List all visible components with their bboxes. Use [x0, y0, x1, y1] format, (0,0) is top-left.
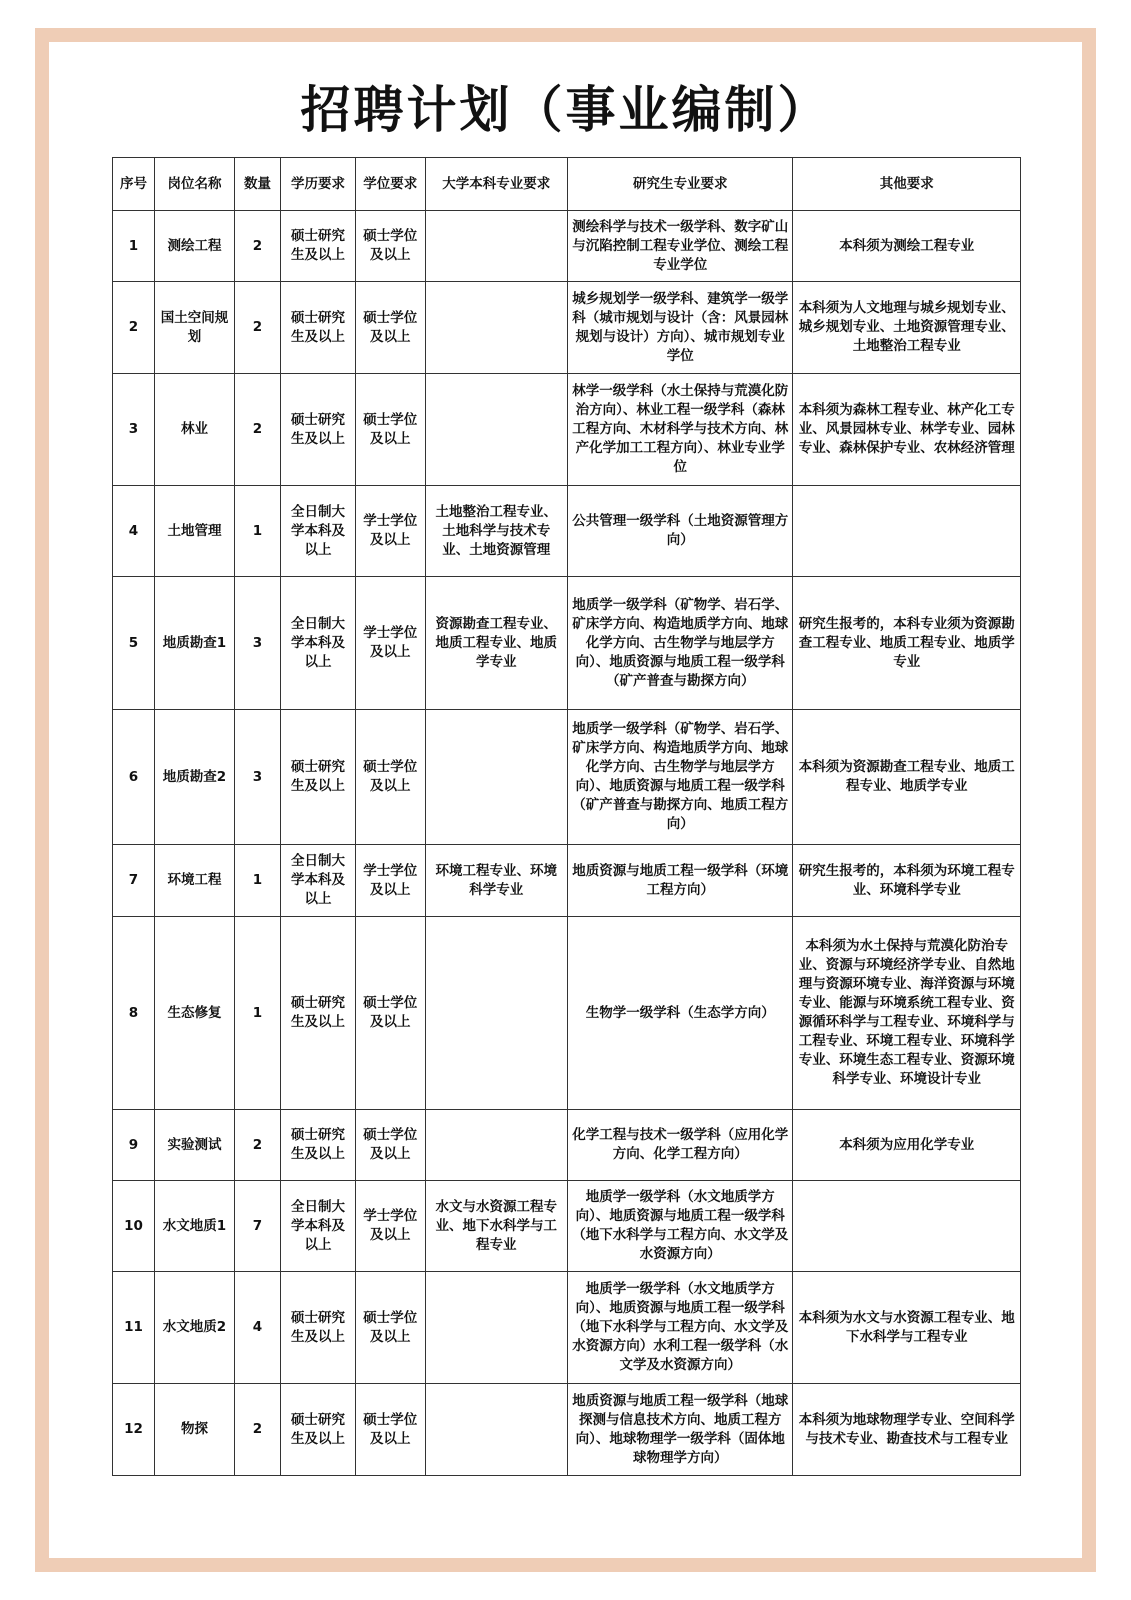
other-requirement: 本科须为测绘工程专业 — [793, 211, 1021, 282]
row-number: 11 — [113, 1272, 155, 1384]
post-name: 水文地质2 — [155, 1272, 235, 1384]
header-cell: 岗位名称 — [155, 158, 235, 211]
degree-requirement: 硕士学位及以上 — [355, 917, 425, 1110]
page-title: 招聘计划（事业编制） — [300, 81, 831, 139]
post-count: 3 — [234, 710, 280, 845]
post-count: 2 — [234, 1384, 280, 1476]
graduate-major-requirement: 地质学一级学科（水文地质学方向）、地质资源与地质工程一级学科（地下水科学与工程方向、水文学及水资源方向）水利工程一级学科（水文学及水资源方向） — [567, 1272, 792, 1384]
post-count: 2 — [234, 374, 280, 486]
undergrad-major-requirement — [425, 1272, 567, 1384]
education-requirement: 硕士研究生及以上 — [281, 1272, 356, 1384]
undergrad-major-requirement: 土地整治工程专业、土地科学与技术专业、土地资源管理 — [425, 486, 567, 577]
table-row — [113, 577, 1021, 710]
education-requirement: 全日制大学本科及以上 — [281, 1181, 356, 1272]
row-number: 6 — [113, 710, 155, 845]
degree-requirement: 学士学位及以上 — [355, 577, 425, 710]
education-requirement: 硕士研究生及以上 — [281, 710, 356, 845]
degree-requirement: 学士学位及以上 — [355, 1181, 425, 1272]
post-count: 1 — [234, 845, 280, 917]
table-row — [113, 374, 1021, 486]
post-count: 1 — [234, 486, 280, 577]
table-row — [113, 917, 1021, 1110]
degree-requirement: 硕士学位及以上 — [355, 211, 425, 282]
other-requirement: 本科须为应用化学专业 — [793, 1110, 1021, 1181]
other-requirement: 本科须为森林工程专业、林产化工专业、风景园林专业、林学专业、园林专业、森林保护专业、农林经济管理 — [793, 374, 1021, 486]
graduate-major-requirement: 化学工程与技术一级学科（应用化学方向、化学工程方向） — [567, 1110, 792, 1181]
education-requirement: 硕士研究生及以上 — [281, 282, 356, 374]
undergrad-major-requirement — [425, 374, 567, 486]
row-number: 4 — [113, 486, 155, 577]
education-requirement: 硕士研究生及以上 — [281, 1110, 356, 1181]
table-row — [113, 211, 1021, 282]
header-cell: 学历要求 — [281, 158, 356, 211]
recruitment-table — [112, 157, 1021, 1476]
education-requirement: 硕士研究生及以上 — [281, 211, 356, 282]
post-count: 2 — [234, 282, 280, 374]
post-name: 物探 — [155, 1384, 235, 1476]
post-name: 实验测试 — [155, 1110, 235, 1181]
header-cell: 研究生专业要求 — [567, 158, 792, 211]
education-requirement: 全日制大学本科及以上 — [281, 486, 356, 577]
graduate-major-requirement: 公共管理一级学科（土地资源管理方向） — [567, 486, 792, 577]
table-row — [113, 710, 1021, 845]
row-number: 2 — [113, 282, 155, 374]
header-cell: 序号 — [113, 158, 155, 211]
post-name: 地质勘查2 — [155, 710, 235, 845]
post-name: 地质勘查1 — [155, 577, 235, 710]
undergrad-major-requirement — [425, 710, 567, 845]
graduate-major-requirement: 林学一级学科（水土保持与荒漠化防治方向）、林业工程一级学科（森林工程方向、木材科学与技术方向、林产化学加工工程方向）、林业专业学位 — [567, 374, 792, 486]
undergrad-major-requirement — [425, 211, 567, 282]
other-requirement — [793, 486, 1021, 577]
row-number: 3 — [113, 374, 155, 486]
education-requirement: 硕士研究生及以上 — [281, 1384, 356, 1476]
other-requirement: 本科须为水文与水资源工程专业、地下水科学与工程专业 — [793, 1272, 1021, 1384]
table-row — [113, 1384, 1021, 1476]
degree-requirement: 硕士学位及以上 — [355, 1110, 425, 1181]
education-requirement: 硕士研究生及以上 — [281, 374, 356, 486]
education-requirement: 全日制大学本科及以上 — [281, 845, 356, 917]
undergrad-major-requirement — [425, 1384, 567, 1476]
post-count: 7 — [234, 1181, 280, 1272]
table-header-row — [113, 158, 1021, 211]
education-requirement: 硕士研究生及以上 — [281, 917, 356, 1110]
table-row — [113, 1110, 1021, 1181]
other-requirement: 本科须为水土保持与荒漠化防治专业、资源与环境经济学专业、自然地理与资源环境专业、海洋资源与环境专业、能源与环境系统工程专业、资源循环科学与工程专业、环境科学与工程专业、环境工程专业、环境科学专业、环境生态工程专业、资源环境科学专业、环境设计专业 — [793, 917, 1021, 1110]
degree-requirement: 硕士学位及以上 — [355, 1384, 425, 1476]
post-count: 2 — [234, 211, 280, 282]
row-number: 10 — [113, 1181, 155, 1272]
row-number: 5 — [113, 577, 155, 710]
other-requirement: 研究生报考的，本科专业须为资源勘查工程专业、地质工程专业、地质学专业 — [793, 577, 1021, 710]
header-cell: 数量 — [234, 158, 280, 211]
row-number: 9 — [113, 1110, 155, 1181]
degree-requirement: 学士学位及以上 — [355, 845, 425, 917]
header-cell: 学位要求 — [355, 158, 425, 211]
post-count: 4 — [234, 1272, 280, 1384]
other-requirement: 研究生报考的，本科须为环境工程专业、环境科学专业 — [793, 845, 1021, 917]
row-number: 7 — [113, 845, 155, 917]
degree-requirement: 硕士学位及以上 — [355, 374, 425, 486]
post-name: 土地管理 — [155, 486, 235, 577]
education-requirement: 全日制大学本科及以上 — [281, 577, 356, 710]
undergrad-major-requirement: 水文与水资源工程专业、地下水科学与工程专业 — [425, 1181, 567, 1272]
other-requirement: 本科须为人文地理与城乡规划专业、城乡规划专业、土地资源管理专业、土地整治工程专业 — [793, 282, 1021, 374]
degree-requirement: 硕士学位及以上 — [355, 1272, 425, 1384]
table-row — [113, 486, 1021, 577]
degree-requirement: 学士学位及以上 — [355, 486, 425, 577]
post-name: 测绘工程 — [155, 211, 235, 282]
row-number: 1 — [113, 211, 155, 282]
graduate-major-requirement: 城乡规划学一级学科、建筑学一级学科（城市规划与设计（含：风景园林规划与设计）方向）、城市规划专业学位 — [567, 282, 792, 374]
undergrad-major-requirement: 环境工程专业、环境科学专业 — [425, 845, 567, 917]
undergrad-major-requirement — [425, 1110, 567, 1181]
graduate-major-requirement: 地质资源与地质工程一级学科（地球探测与信息技术方向、地质工程方向）、地球物理学一级学科（固体地球物理学方向） — [567, 1384, 792, 1476]
undergrad-major-requirement: 资源勘查工程专业、地质工程专业、地质学专业 — [425, 577, 567, 710]
other-requirement: 本科须为资源勘查工程专业、地质工程专业、地质学专业 — [793, 710, 1021, 845]
post-count: 2 — [234, 1110, 280, 1181]
graduate-major-requirement: 地质资源与地质工程一级学科（环境工程方向） — [567, 845, 792, 917]
graduate-major-requirement: 地质学一级学科（水文地质学方向）、地质资源与地质工程一级学科（地下水科学与工程方向、水文学及水资源方向） — [567, 1181, 792, 1272]
row-number: 8 — [113, 917, 155, 1110]
table-row — [113, 282, 1021, 374]
post-name: 生态修复 — [155, 917, 235, 1110]
post-name: 林业 — [155, 374, 235, 486]
graduate-major-requirement: 地质学一级学科（矿物学、岩石学、矿床学方向、构造地质学方向、地球化学方向、古生物学与地层学方向）、地质资源与地质工程一级学科（矿产普查与勘探方向） — [567, 577, 792, 710]
undergrad-major-requirement — [425, 917, 567, 1110]
post-name: 国土空间规划 — [155, 282, 235, 374]
row-number: 12 — [113, 1384, 155, 1476]
other-requirement: 本科须为地球物理学专业、空间科学与技术专业、勘查技术与工程专业 — [793, 1384, 1021, 1476]
graduate-major-requirement: 生物学一级学科（生态学方向） — [567, 917, 792, 1110]
post-name: 水文地质1 — [155, 1181, 235, 1272]
header-cell: 大学本科专业要求 — [425, 158, 567, 211]
post-count: 1 — [234, 917, 280, 1110]
header-cell: 其他要求 — [793, 158, 1021, 211]
undergrad-major-requirement — [425, 282, 567, 374]
graduate-major-requirement: 地质学一级学科（矿物学、岩石学、矿床学方向、构造地质学方向、地球化学方向、古生物学与地层学方向）、地质资源与地质工程一级学科（矿产普查与勘探方向、地质工程方向） — [567, 710, 792, 845]
degree-requirement: 硕士学位及以上 — [355, 710, 425, 845]
table-row — [113, 1272, 1021, 1384]
table-row — [113, 1181, 1021, 1272]
post-count: 3 — [234, 577, 280, 710]
post-name: 环境工程 — [155, 845, 235, 917]
table-row — [113, 845, 1021, 917]
other-requirement — [793, 1181, 1021, 1272]
degree-requirement: 硕士学位及以上 — [355, 282, 425, 374]
graduate-major-requirement: 测绘科学与技术一级学科、数字矿山与沉陷控制工程专业学位、测绘工程专业学位 — [567, 211, 792, 282]
